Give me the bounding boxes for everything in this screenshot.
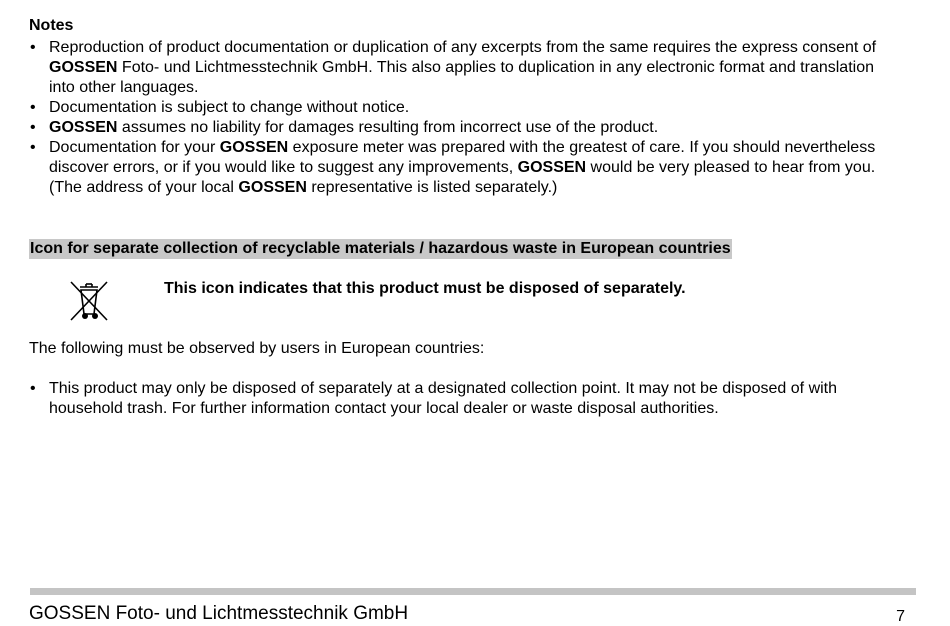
disposal-heading: Icon for separate collection of recyclable materials / hazardous waste in European countries [30, 240, 731, 257]
notes-title: Notes [29, 17, 74, 34]
observe-text: The following must be observed by users in European countries: [29, 340, 485, 357]
icon-caption: This icon indicates that this product must be disposed of separately. [164, 280, 686, 297]
bullet-text: would be very pleased to hear from you. (The address of your local [49, 159, 876, 196]
bullet-item [29, 138, 889, 198]
brand-name: GOSSEN [49, 59, 118, 76]
bullet-text: Documentation is subject to change without notice. [49, 99, 410, 116]
bullet-item [29, 38, 889, 98]
bullet-text: representative is listed separately.) [306, 179, 558, 196]
crossed-out-wheelie-bin-icon [66, 278, 112, 324]
bullet-text: This product may only be disposed of separately at a designated collection point. It may not be disposed of with household trash. For further information contact your local dealer or waste disposal authorities. [49, 380, 838, 417]
bullet-text: exposure meter was prepared with the greatest of care. If you should nevertheless discover errors, or if you would like to suggest any improvements, [49, 139, 876, 176]
disposal-list [29, 379, 889, 419]
footer-company: GOSSEN Foto- und Lichtmesstechnik GmbH [29, 603, 409, 624]
bullet-text: assumes no liability for damages resulting from incorrect use of the product. [117, 119, 659, 136]
brand-name: GOSSEN [219, 139, 289, 156]
bullet-item [29, 98, 889, 118]
bullet-item [29, 118, 889, 138]
bullet-text: Reproduction of product documentation or duplication of any excerpts from the same requires the express consent of [49, 39, 877, 56]
bullet-item [29, 379, 889, 419]
page-number: 7 [896, 608, 905, 625]
brand-name: GOSSEN [238, 179, 307, 196]
brand-name: GOSSEN [517, 159, 587, 176]
brand-name: GOSSEN [49, 119, 118, 136]
footer-rule [30, 588, 916, 595]
notes-list [29, 38, 889, 198]
bullet-text: Foto- und Lichtmesstechnik GmbH. This also applies to duplication in any electronic format and translation into other languages. [49, 59, 874, 96]
bullet-text: Documentation for your [49, 139, 220, 156]
